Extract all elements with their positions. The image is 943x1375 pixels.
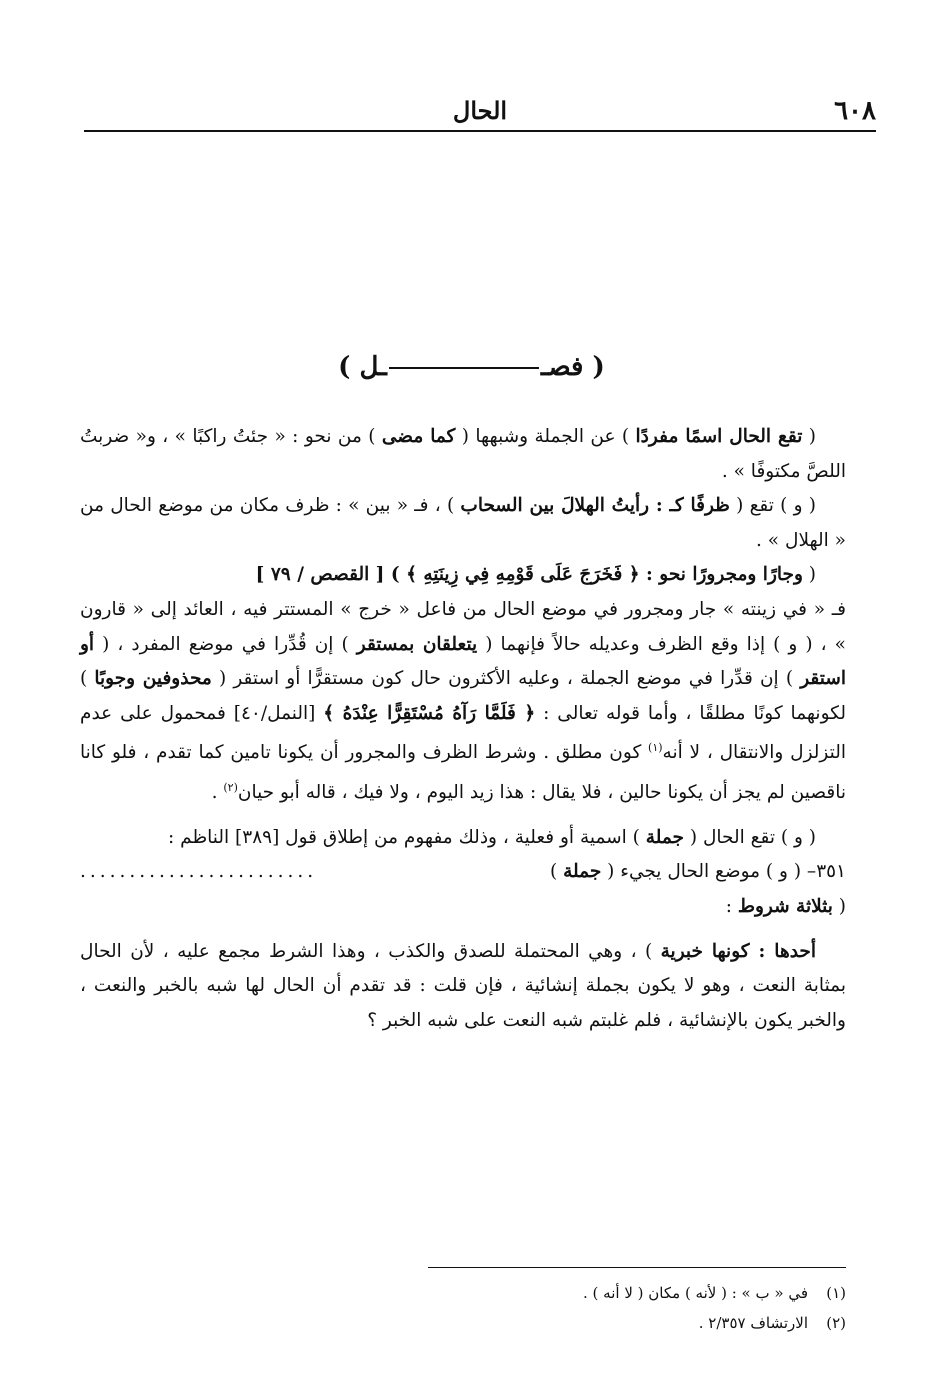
paragraph-3 xyxy=(80,558,846,593)
paragraph-5 xyxy=(80,821,846,856)
footnote-number: (١) xyxy=(826,1284,846,1302)
p4-text: . xyxy=(211,782,224,804)
p6-bold: بثلاثة شروط xyxy=(737,896,833,918)
p2-bold: ظرفًا كـ : رأيتُ الهلالَ بين السحاب xyxy=(460,495,730,517)
paragraph-7 xyxy=(80,935,846,1039)
p3-text: ( xyxy=(802,564,816,586)
section-title-open-paren: ( xyxy=(592,352,605,382)
p4-bold-quran: ﴿ فَلَمَّا رَآهُ مُسْتَقِرًّا عِنْدَهُ ﴾ xyxy=(323,702,536,724)
footnote-ref-1[interactable]: (١) xyxy=(648,741,663,755)
p5-bold: جملة xyxy=(645,826,684,848)
footnote-text: الارتشاف ٢/٣٥٧ . xyxy=(698,1314,808,1332)
footnote-text: في « ب » : ( لأنه ) مكان ( لا أنه ) . xyxy=(583,1284,808,1302)
body-text xyxy=(80,420,846,1038)
p2-text: ( و ) تقع ( xyxy=(729,495,817,517)
p3-citation: ) [ القصص / ٧٩ ] xyxy=(255,564,407,586)
p4-bold: محذوفين وجوبًا xyxy=(94,668,212,690)
verse-part: ٣٥١– ( و ) موضع الحال يجيء ( xyxy=(601,861,846,883)
section-title-kashida-bar xyxy=(389,367,539,369)
p4-text: ) إن قدِّرا في موضع الجملة ، وعليه الأكثرون حال كون مستقرًّا أو استقر ( xyxy=(211,668,801,690)
p1-text: ) من نحو : « جئتُ راكبًا » ، و« ضربتُ اللصَّ مكتوفًا » . xyxy=(80,426,846,482)
verse-part: ) xyxy=(549,861,564,883)
footnote-rule xyxy=(428,1267,846,1268)
footnote-number: (٢) xyxy=(826,1314,846,1332)
footnotes xyxy=(430,1278,846,1338)
p1-bold: كما مضى xyxy=(381,426,456,447)
paragraph-4 xyxy=(80,593,846,811)
page-header xyxy=(84,96,876,132)
p7-text: ) ، وهي المحتملة للصدق والكذب ، وهذا الشرط مجمع عليه ، لأن الحال بمثابة النعت ، وهو لا يكون بجملة إنشائية ، فإن قلت : قد تقدم أن الحال لها شبه بالخبر والنعت ، والخبر يكون بالإنشائية ، فلم غلبتم شبه النعت على شبه الخبر ؟ xyxy=(80,940,846,1031)
p4-text: كون مطلق . وشرط الظرف والمجرور أن يكونا تامين كما تقدم ، فلو كانا ناقصين لم يجز أن يكونا حالين ، فلا يقال : هذا زيد اليوم ، ولا فيك ، قاله أبو حيان xyxy=(80,742,846,804)
p4-text: ) إن قُدِّرا في موضع المفرد ، ( xyxy=(94,633,357,655)
section-title-word-start: فصـ xyxy=(540,352,584,382)
section-title xyxy=(0,352,943,382)
p4-bold: يتعلقان بمستقر xyxy=(356,633,478,655)
p7-bold: أحدها : xyxy=(749,940,816,962)
p3-bold-quran: وجارًا ومجرورًا نحو : ﴿ فَخَرَجَ عَلَى قَوْمِهِ فِي زِينَتِهِ ﴾ xyxy=(406,564,803,586)
verse-line xyxy=(80,855,846,890)
paragraph-6 xyxy=(80,890,846,925)
p7-bold: كونها خبرية xyxy=(660,940,750,962)
p2-text: ) ، فـ « بين » : ظرف مكان من موضع الحال من « الهلال » . xyxy=(80,495,846,551)
p6-text: ( xyxy=(832,896,846,918)
p6-text: : xyxy=(725,896,738,918)
paragraph-1 xyxy=(80,420,846,489)
footnote-ref-2[interactable]: (٢) xyxy=(223,781,238,795)
p1-bold: تقع الحال اسمًا مفردًا xyxy=(635,426,803,447)
p1-text: ( xyxy=(802,426,817,447)
verse-text xyxy=(550,855,846,890)
p5-text: ( و ) تقع الحال ( xyxy=(683,826,816,848)
p4-text: [النمل/٤٠] فمحمول على عدم التزلزل والانتقال ، لا أنه xyxy=(80,702,846,764)
p4-text: ) لكونهما كونًا مطلقًا ، وأما قوله تعالى : xyxy=(80,668,846,724)
page-number: ٦٠٨ xyxy=(834,96,876,126)
verse-dots: ........................ xyxy=(80,861,318,883)
p4-bold: أو استقر xyxy=(80,633,846,690)
verse-bold: جملة xyxy=(563,861,602,883)
header-rule xyxy=(84,130,876,132)
footnote-1 xyxy=(430,1278,846,1308)
p5-text: ) اسمية أو فعلية ، وذلك مفهوم من إطلاق قول [٣٨٩] الناظم : xyxy=(168,826,646,848)
section-title-word-end: ـل xyxy=(359,352,387,382)
footnote-2 xyxy=(430,1308,846,1338)
p4-text: فـ « في زينته » جار ومجرور في موضع الحال من فاعل « خرج » المستتر فيه ، العائد إلى « قارون » ، ( و ) إذا وقع الظرف وعديله حالاً فإنهما ( xyxy=(80,598,846,655)
section-title-close-paren: ) xyxy=(338,352,351,382)
p1-text: ) عن الجملة وشبهها ( xyxy=(455,426,636,447)
running-title: الحال xyxy=(452,96,508,125)
paragraph-2 xyxy=(80,489,846,558)
